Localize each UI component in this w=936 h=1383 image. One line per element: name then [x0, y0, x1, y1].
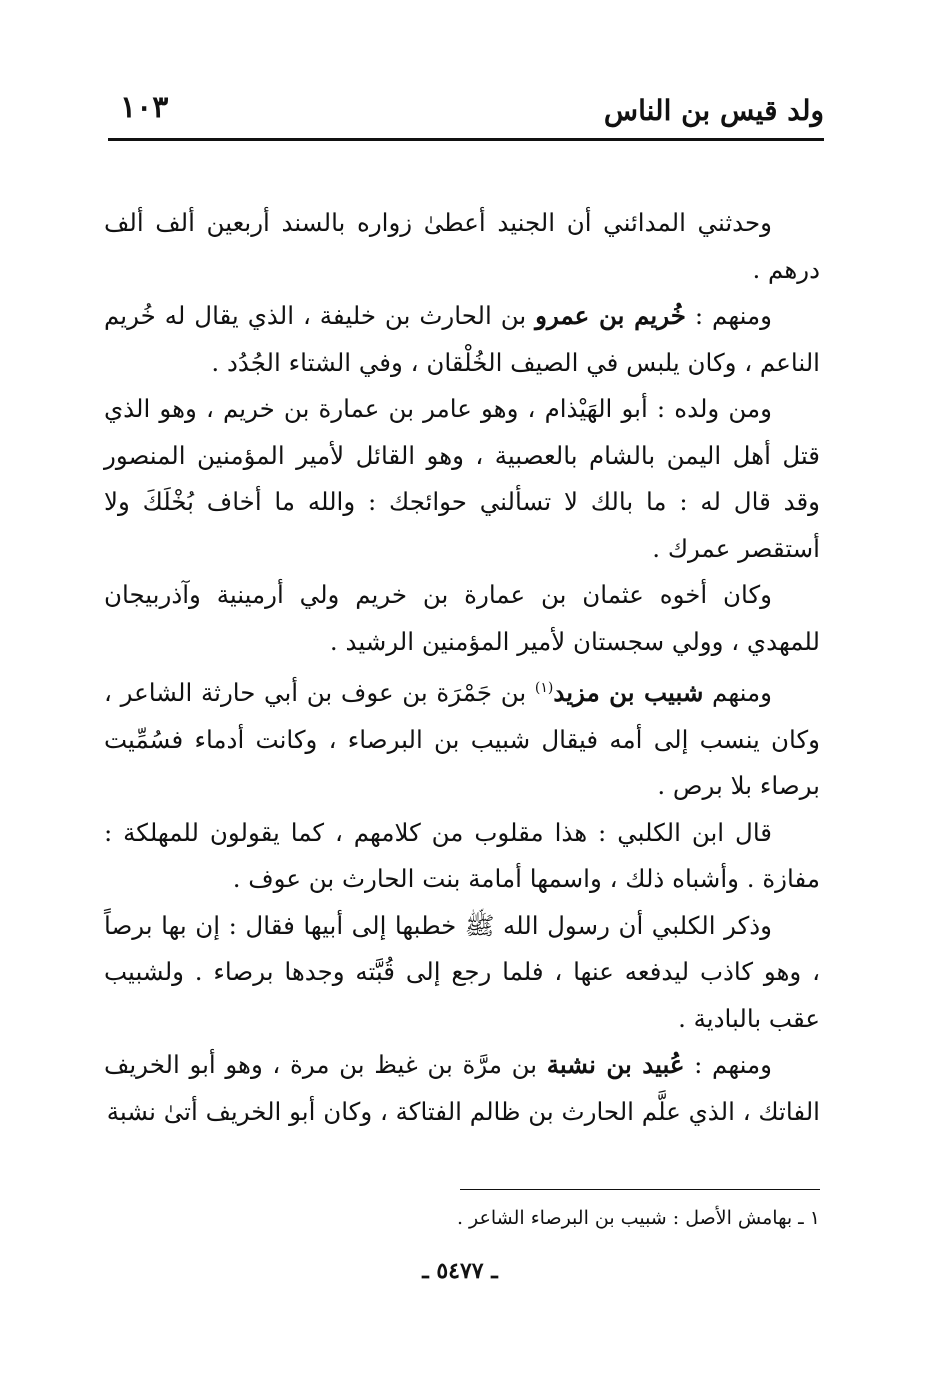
person-name-shabib: شبيب بن مزيد: [553, 678, 704, 708]
paragraph-8: [104, 1042, 820, 1135]
paragraph-2-lead: ومنهم :: [685, 301, 772, 330]
paragraph-6-text: قال ابن الكلبي : هذا مقلوب من كلامهم ، كما يقولون للمهلكة : مفازة . وأشباه ذلك ، واسمها أمامة بنت الحارث بن عوف .: [104, 817, 820, 894]
footnote: ١ ـ بهامش الأصل : شبيب بن البرصاء الشاعر .: [456, 1207, 820, 1229]
paragraph-7-text: وذكر الكلبي أن رسول الله ﷺ خطبها إلى أبيها فقال : إن بها برصاً ، وهو كاذب ليدفعه عنها ، فلما رجع إلى قُبَّته وجدها برصاء . ولشبيب عقب بالبادية .: [104, 910, 820, 1033]
paragraph-6: [104, 810, 820, 903]
paragraph-5-lead: ومنهم: [703, 678, 772, 708]
paragraph-8-rest: بن مرَّة بن غيظ بن مرة ، وهو أبو الخريف الفاتك ، الذي علَّم الحارث بن ظالم الفتاكة ، وكان أبو الخريف أتىٰ نشبة: [104, 1050, 820, 1126]
paragraph-1-text: وحدثني المدائني أن الجنيد أعطىٰ زواره بالسند أربعين ألف ألف درهم .: [104, 208, 820, 284]
paragraph-1: [104, 200, 820, 293]
running-head: [108, 86, 824, 136]
footnote-rule: [460, 1189, 820, 1190]
paragraph-5: [104, 665, 820, 810]
folio-number: ـ ٥٤٧٧ ـ: [422, 1258, 498, 1284]
header-rule: [108, 138, 824, 141]
paragraph-3: [104, 386, 820, 572]
page-number: ١٠٣: [120, 90, 169, 125]
person-name-khuraym: خُريم بن عمرو: [535, 301, 686, 330]
footnote-reference: (١): [534, 680, 554, 696]
running-title: ولد قيس بن الناس: [603, 94, 824, 127]
paragraph-2: [104, 293, 820, 386]
paragraph-8-lead: ومنهم :: [684, 1050, 772, 1080]
paragraph-4-text: وكان أخوه عثمان بن عمارة بن خريم ولي أرمينية وآذربيجان للمهدي ، وولي سجستان لأمير المؤمنين الرشيد .: [104, 580, 820, 656]
paragraph-7: [104, 903, 820, 1043]
paragraph-3-text: ومن ولده : أبو الهَيْذام ، وهو عامر بن عمارة بن خريم ، وهو الذي قتل أهل اليمن بالشام بالعصبية ، وهو القائل لأمير المؤمنين المنصور وقد قال له : ما بالك لا تسألني حوائجك : والله ما أخاف بُخْلَكَ ولا أستقصر عمرك .: [104, 394, 820, 563]
main-text: [104, 200, 820, 1135]
person-name-ubayd: عُبيد بن نشبة: [546, 1050, 685, 1080]
paragraph-4: [104, 572, 820, 665]
paragraph-5-rest: بن جَمْرَة بن عوف بن أبي حارثة الشاعر ، وكان ينسب إلى أمه فيقال شبيب بن البرصاء ، وكانت أدماء فسُمِّيت برصاء بلا برص .: [104, 678, 820, 801]
paragraph-2-rest: بن الحارث بن خليفة ، الذي يقال له خُريم الناعم ، وكان يلبس في الصيف الخُلْقان ، وفي الشتاء الجُدُد .: [104, 301, 820, 377]
